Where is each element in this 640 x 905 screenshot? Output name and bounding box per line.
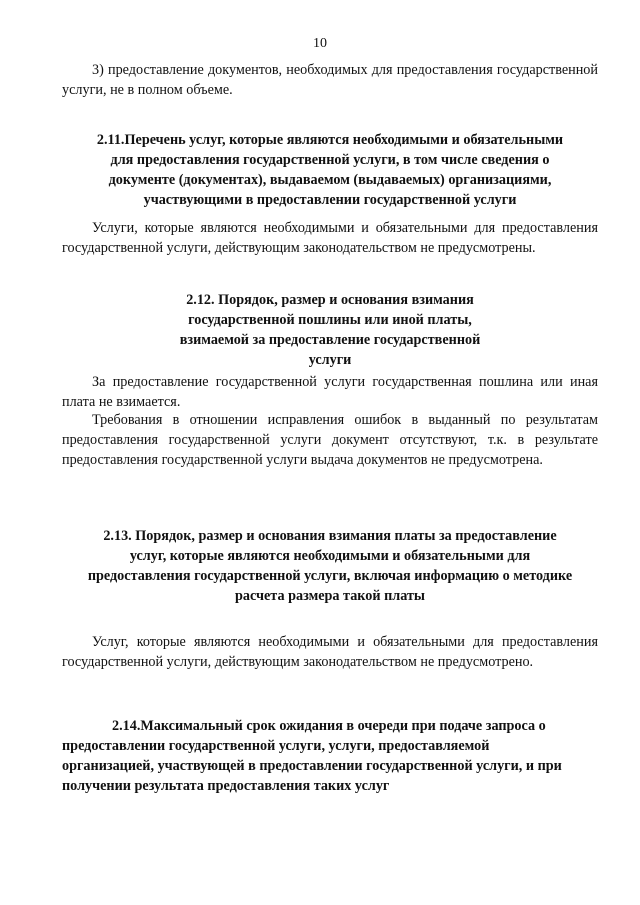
page-number: 10 [313,36,327,51]
heading-2-12-line-1: 2.12. Порядок, размер и основания взимания [186,292,474,308]
heading-2-13-line-3: предоставления государственной услуги, включая информацию о методике [87,568,573,584]
heading-2-14-line-1: 2.14.Максимальный срок ожидания в очереди при подаче запроса о [112,718,546,734]
heading-2-14 [62,716,598,796]
heading-2-11-line-1: 2.11.Перечень услуг, которые являются необходимыми и обязательными [96,132,564,148]
paragraph-2-11-body: Услуги, которые являются необходимыми и обязательными для предоставления государственной услуги, действующим законодательством не предусмотрены. [62,220,598,256]
heading-2-11 [62,130,598,210]
heading-2-11-line-3: документе (документах), выдаваемом (выдаваемых) организациями, [108,172,552,188]
heading-2-13-line-1: 2.13. Порядок, размер и основания взимания платы за предоставление [103,528,557,544]
heading-2-14-line-4: получении результата предоставления таких услуг [62,778,390,794]
heading-2-14-line-3: организацией, участвующей в предоставлении государственной услуги, и при [62,758,562,774]
heading-2-13 [62,526,598,606]
heading-2-12-line-2: государственной пошлины или иной платы, [188,312,472,328]
heading-2-13-line-2: услуг, которые являются необходимыми и обязательными для [129,548,531,564]
heading-2-14-line-2: предоставлении государственной услуги, услуги, предоставляемой [62,738,490,754]
paragraph-2-13-body: Услуг, которые являются необходимыми и обязательными для предоставления государственной услуги, действующим законодательством не предусмотрено. [62,634,598,670]
heading-2-11-line-2: для предоставления государственной услуги, в том числе сведения о [110,152,550,168]
heading-2-12 [150,290,510,370]
heading-2-12-line-3: взимаемой за предоставление государственной [179,332,481,348]
paragraph-2-12-errors: Требования в отношении исправления ошибок в выданный по результатам предоставления государственной услуги документ отсутствуют, т.к. в результате предоставления государственной услуги выдача документов не предусмотрена. [62,412,598,468]
paragraph-2-12-fee: За предоставление государственной услуги государственная пошлина или иная плата не взимается. [62,374,598,410]
heading-2-12-line-4: услуги [308,352,352,368]
heading-2-13-line-4: расчета размера такой платы [235,588,425,604]
paragraph-item-3: 3) предоставление документов, необходимых для предоставления государственной услуги, не в полном объеме. [62,62,598,98]
heading-2-11-line-4: участвующими в предоставлении государственной услуги [143,192,517,208]
